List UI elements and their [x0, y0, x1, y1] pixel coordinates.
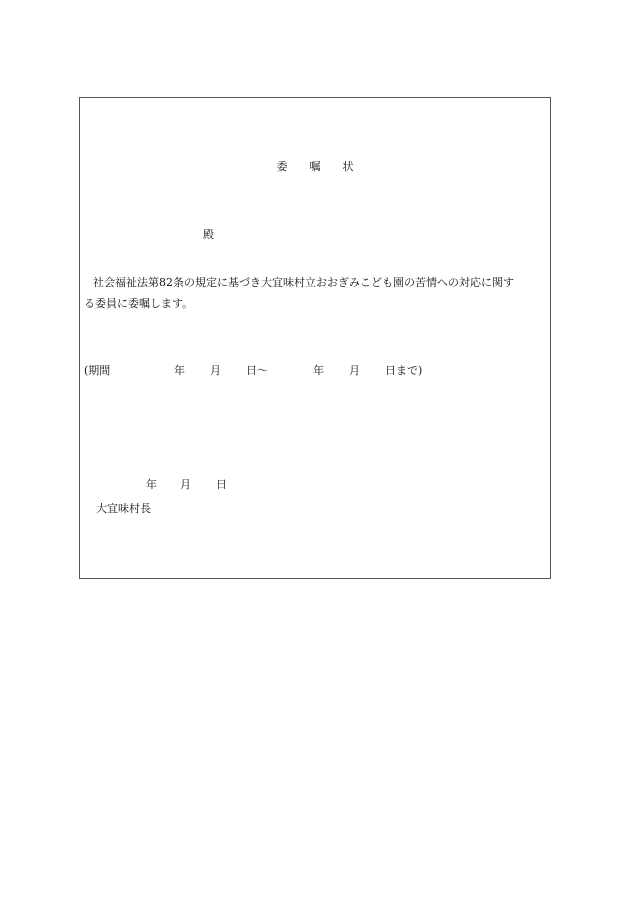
body-text-line-2: る委員に委嘱します。 — [84, 297, 194, 310]
document-title: 委嘱状 — [276, 160, 376, 173]
period-end-year: 年 — [313, 364, 324, 377]
period-open: (期間 — [84, 364, 111, 377]
period-start-day: 日〜 — [246, 364, 268, 377]
period-end-month: 月 — [349, 364, 360, 377]
issue-date-month: 月 — [180, 478, 191, 491]
certificate-frame — [79, 97, 551, 579]
issue-date-year: 年 — [146, 478, 157, 491]
period-start-year: 年 — [174, 364, 185, 377]
body-text-line-1: 社会福祉法第82条の規定に基づき大宜味村立おおぎみこども園の苦情への対応に関す — [93, 276, 514, 289]
period-start-month: 月 — [210, 364, 221, 377]
signer-title: 大宜味村長 — [96, 502, 151, 515]
addressee-honorific: 殿 — [203, 228, 214, 241]
issue-date-day: 日 — [216, 478, 227, 491]
period-end-day: 日まで) — [385, 364, 423, 377]
